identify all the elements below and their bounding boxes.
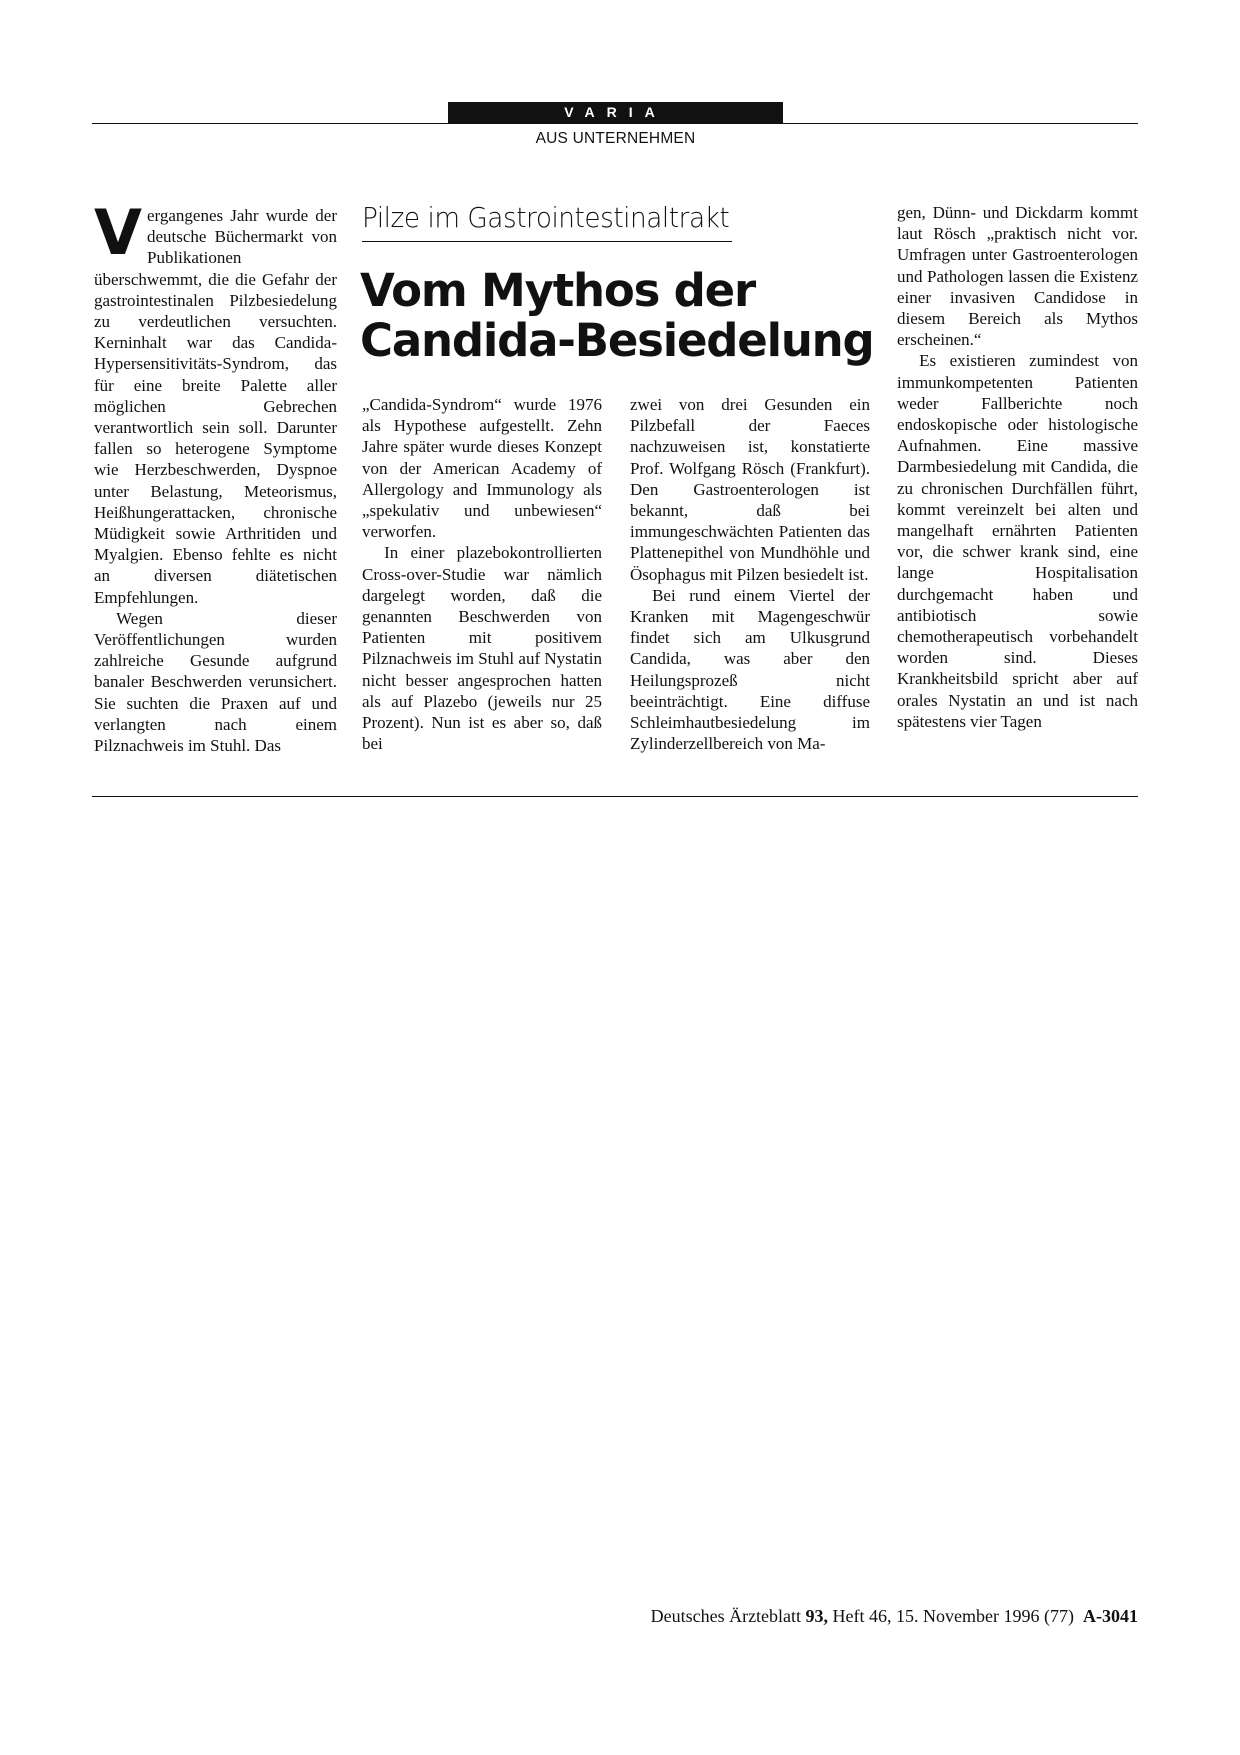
text-column-4 [897, 202, 1138, 732]
section-label: VARIA [564, 104, 667, 120]
paragraph-text: ergangenes Jahr wurde der deutsche Büchermarkt von Publikationen überschwemmt, die die Gefahr der gastrointestinalen Pilzbesiedelung zu verdeutlichen versuchten. Kerninhalt war das Candida-Hypersensitivitäts-Syndrom, das für eine breite Palette aller möglichen Gebrechen verantwortlich sein soll. Darunter fallen so heterogene Symptome wie Herzbeschwerden, Dyspnoe unter Belastung, Meteorismus, Heißhungerattacken, chronische Müdigkeit sowie Arthritiden und Myalgien. Ebenso fehlte es nicht an diversen diätetischen Empfehlungen. [94, 206, 337, 607]
article-kicker: Pilze im Gastrointestinaltrakt [362, 201, 730, 234]
paragraph: zwei von drei Gesunden ein Pilzbefall der Faeces nachzuweisen ist, konstatierte Prof. Wolfgang Rösch (Frankfurt). Den Gastroenterologen ist bekannt, daß bei immungeschwächten Patienten das Plattenepithel von Mundhöhle und Ösophagus mit Pilzen besiedelt ist. [630, 395, 870, 584]
article-headline [360, 266, 900, 366]
paragraph: Wegen dieser Veröffentlichungen wurden zahlreiche Gesunde aufgrund banaler Beschwerden verunsichert. Sie suchten die Praxen auf und verlangten nach einem Pilznachweis im Stuhl. Das [94, 608, 337, 756]
kicker-underline [362, 241, 732, 242]
text-column-1 [94, 196, 337, 756]
text-column-2 [362, 394, 602, 754]
header-rule [92, 123, 1138, 124]
headline-line-1: Vom Mythos der [360, 264, 755, 317]
drop-cap: V [94, 196, 141, 269]
page-number: A-3041 [1083, 1606, 1138, 1626]
subsection-label: AUS UNTERNEHMEN [535, 130, 696, 147]
paragraph: „Candida-Syndrom“ wurde 1976 als Hypothese aufgestellt. Zehn Jahre später wurde dieses Konzept von der American Academy of Allergology and Immunology als „spekulativ und unbewiesen“ verworfen. [362, 395, 602, 542]
issue-info: Heft 46, 15. November 1996 (77) [832, 1606, 1074, 1626]
text-column-3 [630, 394, 870, 754]
paragraph: gen, Dünn- und Dickdarm kommt laut Rösch „praktisch nicht vor. Umfragen unter Gastroenterologen und Pathologen lassen die Existenz einer invasiven Candidose in diesem Bereich als Mythos erscheinen.“ [897, 203, 1138, 350]
page-footer [651, 1605, 1138, 1627]
paragraph [94, 196, 337, 608]
headline-line-2: Candida-Besiedelung [360, 314, 874, 367]
journal-name: Deutsches Ärzteblatt [650, 1606, 802, 1626]
paragraph: Es existieren zumindest von immunkompetenten Patienten weder Fallberichte noch endoskopische oder histologische Aufnahmen. Eine massive Darmbesiedelung mit Candida, die zu chronischen Durchfällen führt, kommt vereinzelt bei alten und mangelhaft ernährten Patienten vor, die schwer krank sind, eine lange Hospitalisation durchgemacht haben und antibiotisch sowie chemotherapeutisch vorbehandelt worden sind. Dieses Krankheitsbild spricht aber auf orales Nystatin an und ist nach spätestens vier Tagen [897, 351, 1138, 731]
paragraph: In einer plazebokontrollierten Cross-over-Studie war nämlich dargelegt worden, daß die genannten Beschwerden von Patienten mit positivem Pilznachweis im Stuhl auf Nystatin nicht besser angesprochen hatten als auf Plazebo (jeweils nur 25 Prozent). Nun ist es aber so, daß bei [362, 543, 602, 754]
volume-number: 93, [805, 1606, 829, 1626]
article-bottom-rule [92, 796, 1138, 797]
paragraph: Bei rund einem Viertel der Kranken mit Magengeschwür findet sich am Ulkusgrund Candida, was aber den Heilungsprozeß nicht beeinträchtigt. Eine diffuse Schleimhautbesiedelung im Zylinderzellbereich von Ma- [630, 585, 870, 754]
section-banner [448, 102, 783, 123]
